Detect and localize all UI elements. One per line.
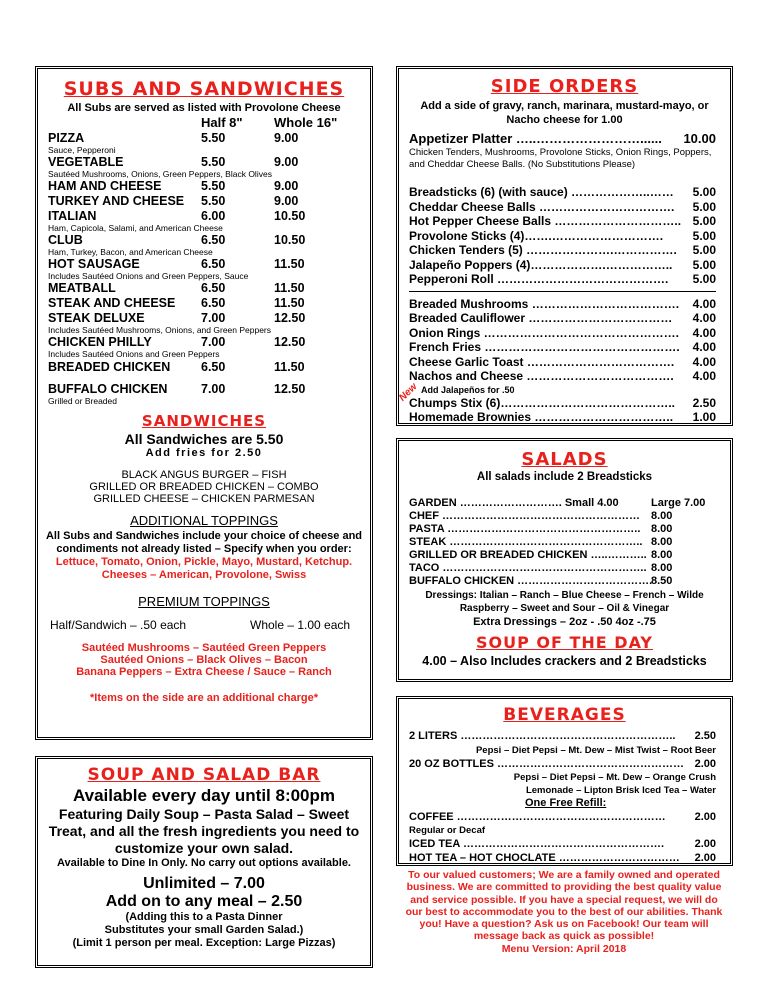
side-item-name: Nachos and Cheese ………………………………. bbox=[409, 369, 674, 383]
sub-item bbox=[38, 360, 370, 375]
platter-desc: Chicken Tenders, Mushrooms, Provolone Sticks, Onion Rings, Poppers, and Cheddar Cheese Balls. (No Substitutions Please) bbox=[409, 147, 712, 170]
new-badge: New bbox=[397, 381, 420, 404]
garden-large: Large 7.00 bbox=[651, 497, 706, 509]
side-item bbox=[409, 229, 716, 244]
side-item bbox=[409, 258, 716, 273]
sub-item bbox=[38, 155, 370, 170]
hottea-price: 2.00 bbox=[694, 852, 716, 864]
sub-item-desc: Ham, Turkey, Bacon, and American Cheese bbox=[48, 247, 213, 257]
side-item bbox=[409, 326, 716, 341]
salad-item-price: 8.00 bbox=[651, 510, 673, 522]
sides-section bbox=[396, 66, 733, 426]
coffee-name: COFFEE ………………………………………………… bbox=[409, 811, 666, 823]
sub-item-half-price: 7.00 bbox=[201, 335, 226, 349]
sub-item-whole-price: 9.00 bbox=[274, 131, 299, 145]
salad-item-price: 8.00 bbox=[651, 562, 673, 574]
sub-item-name: TURKEY AND CHEESE bbox=[48, 194, 185, 208]
side-item-price: 4.00 bbox=[692, 340, 716, 354]
platter-row bbox=[409, 130, 716, 147]
sandwiches-price: All Sandwiches are 5.50 bbox=[124, 431, 284, 447]
hottea-row bbox=[409, 851, 716, 866]
sub-item bbox=[38, 233, 370, 248]
sub-item-half-price: 6.50 bbox=[201, 257, 226, 271]
footer-note bbox=[404, 869, 724, 955]
brownies-name: Homemade Brownies …………………………….. bbox=[409, 410, 674, 424]
icedtea-name: ICED TEA ………………………………………………. bbox=[409, 837, 665, 850]
sub-item bbox=[38, 335, 370, 350]
side-item-price: 5.00 bbox=[692, 243, 716, 257]
soupbar-section bbox=[35, 756, 373, 968]
beverages-title: BEVERAGES bbox=[503, 705, 626, 725]
footer-text: To our valued customers; We are a family owned and operated business. We are committed to providing the best quality value and service possible. If you have a special request, we will do our best to accommodate you to the best of our abilities. Thank you! Have a question? Ask us on Facebook! Our team will message back as quick as possible! bbox=[405, 869, 723, 943]
sandwiches-fries: Add fries for 2.50 bbox=[145, 447, 263, 459]
sub-item-whole-price: 11.50 bbox=[274, 360, 305, 374]
salad-item bbox=[409, 510, 716, 523]
bottles-desc1: Pepsi – Diet Pepsi – Mt. Dew – Orange Crush bbox=[513, 772, 716, 783]
sub-item-name: BUFFALO CHICKEN bbox=[48, 382, 168, 396]
side-item-name: Hot Pepper Cheese Balls ………………………….. bbox=[409, 214, 682, 228]
premium-line3: Banana Peppers – Extra Cheese / Sauce – Ranch bbox=[76, 666, 332, 678]
sub-item-desc: Includes Sautéed Mushrooms, Onions, and Green Peppers bbox=[48, 325, 272, 335]
side-item-price: 4.00 bbox=[692, 296, 716, 311]
jalapeno-note: Add Jalapeños for .50 bbox=[421, 384, 515, 395]
footer-version: Menu Version: April 2018 bbox=[501, 942, 627, 955]
dressings1: Dressings: Italian – Ranch – Blue Cheese – French – Wilde bbox=[425, 590, 704, 601]
col-whole: Whole 16" bbox=[274, 115, 338, 130]
side-item-price: 4.00 bbox=[692, 369, 716, 383]
toppings-text2: Lettuce, Tomato, Onion, Pickle, Mayo, Mustard, Ketchup. Cheeses – American, Provolone, Swiss bbox=[55, 556, 353, 581]
subs-list bbox=[38, 131, 370, 406]
sub-item-half-price: 6.50 bbox=[201, 360, 226, 374]
toppings-text bbox=[44, 530, 364, 582]
sub-item bbox=[38, 257, 370, 272]
sub-item-name: CHICKEN PHILLY bbox=[48, 335, 152, 349]
subs-section bbox=[35, 66, 373, 740]
extra-dressings: Extra Dressings – 2oz - .50 4oz -.75 bbox=[473, 616, 656, 628]
side-item-price: 4.00 bbox=[692, 311, 716, 325]
sides-group1 bbox=[399, 185, 730, 287]
salad-item-name: PASTA …………………………………………….. bbox=[409, 523, 641, 535]
salad-item-price: 8.00 bbox=[651, 549, 673, 561]
bottles-price: 2.00 bbox=[694, 757, 716, 770]
sub-item bbox=[38, 209, 370, 224]
salads-subtitle: All salads include 2 Breadsticks bbox=[476, 471, 653, 483]
sub-item bbox=[38, 131, 370, 146]
sub-item-desc: Grilled or Breaded bbox=[48, 396, 117, 406]
toppings-title: ADDITIONAL TOPPINGS bbox=[130, 513, 278, 528]
sub-item-half-price: 6.50 bbox=[201, 233, 226, 247]
sub-item bbox=[38, 311, 370, 326]
sandwiches-title: SANDWICHES bbox=[141, 412, 267, 430]
sub-item-desc: Includes Sautéed Onions and Green Peppers bbox=[48, 349, 220, 359]
soupbar-note2: (Limit 1 person per meal. Exception: Large Pizzas) bbox=[72, 937, 336, 949]
col-half: Half 8" bbox=[201, 115, 243, 130]
sub-item-name: HAM AND CHEESE bbox=[48, 179, 162, 193]
sub-item-whole-price: 11.50 bbox=[274, 296, 305, 310]
subs-title: SUBS AND SANDWICHES bbox=[63, 78, 345, 100]
sub-item-name: PIZZA bbox=[48, 131, 85, 145]
sub-item-whole-price: 10.50 bbox=[274, 209, 306, 223]
side-item-name: Onion Rings …………………………………………. bbox=[409, 325, 679, 340]
sub-item bbox=[38, 296, 370, 311]
liters-desc: Pepsi – Diet Pepsi – Mt. Dew – Mist Twist – Root Beer bbox=[475, 744, 716, 756]
sandwiches-line1: BLACK ANGUS BURGER – FISH bbox=[121, 469, 287, 481]
sides-title: SIDE ORDERS bbox=[490, 76, 639, 97]
icedtea-row bbox=[409, 837, 716, 852]
brownies-row bbox=[409, 410, 716, 425]
salad-item bbox=[409, 523, 716, 536]
sub-item-desc: Ham, Capicola, Salami, and American Cheese bbox=[48, 223, 223, 233]
salad-item-name: BUFFALO CHICKEN ………………………………. bbox=[409, 575, 653, 587]
soupbar-line1: Available every day until 8:00pm bbox=[72, 786, 336, 805]
sub-item-half-price: 6.50 bbox=[201, 296, 226, 310]
soup-text: 4.00 – Also Includes crackers and 2 Breadsticks bbox=[422, 654, 707, 668]
brownies-price: 1.00 bbox=[692, 410, 716, 424]
side-item bbox=[409, 355, 716, 370]
sandwiches-line3: GRILLED CHEESE – CHICKEN PARMESAN bbox=[93, 493, 315, 505]
soupbar-unlimited: Unlimited – 7.00 bbox=[143, 875, 265, 892]
subs-header bbox=[38, 114, 370, 131]
side-item-name: Chicken Tenders (5) ………………….……………. bbox=[409, 243, 677, 257]
sub-item-whole-price: 9.00 bbox=[274, 179, 299, 193]
soupbar-addon: Add on to any meal – 2.50 bbox=[105, 893, 303, 910]
garden-name: GARDEN ………………………. Small 4.00 bbox=[409, 497, 619, 509]
side-item-price: 5.00 bbox=[692, 185, 716, 199]
salad-item bbox=[409, 575, 716, 588]
side-item-name: Provolone Sticks (4)…….………………………. bbox=[409, 228, 664, 243]
coffee-row bbox=[409, 810, 716, 825]
sub-item-whole-price: 11.50 bbox=[274, 281, 305, 295]
side-item bbox=[409, 272, 716, 287]
platter-price: 10.00 bbox=[683, 131, 716, 146]
sub-item-whole-price: 12.50 bbox=[274, 311, 306, 325]
side-item-price: 5.00 bbox=[692, 257, 716, 272]
soupbar-line2: Featuring Daily Soup – Pasta Salad – Sweet Treat, and all the fresh ingredients you need to customize your own salad. bbox=[48, 806, 360, 856]
sub-item-name: VEGETABLE bbox=[48, 155, 124, 169]
side-item-name: Cheddar Cheese Balls ……………………………. bbox=[409, 199, 675, 214]
sub-item-half-price: 7.00 bbox=[201, 382, 226, 396]
sub-item-half-price: 7.00 bbox=[201, 311, 226, 325]
premium-line1: Sautéed Mushrooms – Sautéed Green Peppers bbox=[81, 642, 327, 654]
bottles-row bbox=[409, 757, 716, 772]
chumps-row bbox=[409, 396, 716, 411]
salads-title: SALADS bbox=[521, 449, 608, 470]
salad-item bbox=[409, 549, 716, 562]
coffee-desc: Regular or Decaf bbox=[409, 824, 486, 836]
salad-item-price: 8.50 bbox=[651, 575, 673, 587]
side-item bbox=[409, 369, 716, 384]
sub-item-desc: Sauce, Pepperoni bbox=[48, 145, 116, 155]
premium-whole: Whole – 1.00 each bbox=[250, 618, 351, 632]
side-item-price: 5.00 bbox=[692, 272, 716, 286]
chumps-price: 2.50 bbox=[692, 395, 716, 410]
subs-subtitle: All Subs are served as listed with Provolone Cheese bbox=[67, 102, 341, 114]
sub-item bbox=[38, 179, 370, 194]
side-item bbox=[409, 214, 716, 229]
sub-item-name: STEAK AND CHEESE bbox=[48, 296, 176, 310]
sides-group2 bbox=[399, 297, 730, 384]
premium-half: Half/Sandwich – .50 each bbox=[50, 618, 187, 632]
side-item-price: 4.00 bbox=[692, 325, 716, 340]
soupbar-note1: (Adding this to a Pasta Dinner Substitutes your small Garden Salad.) bbox=[104, 911, 304, 936]
soupbar-line3: Available to Dine In Only. No carry out options available. bbox=[56, 857, 351, 869]
liters-price: 2.50 bbox=[694, 730, 716, 742]
salad-item-name: STEAK …………………………………………….. bbox=[409, 536, 643, 548]
beverages-section bbox=[396, 696, 733, 866]
platter-name: Appetizer Platter …..……………………...... bbox=[409, 131, 662, 146]
side-item bbox=[409, 297, 716, 312]
sides-divider bbox=[409, 291, 716, 292]
salad-item-price: 8.00 bbox=[651, 536, 673, 548]
side-item-name: Breadsticks (6) (with sauce) ………………..…… bbox=[409, 185, 674, 199]
side-item bbox=[409, 185, 716, 200]
sub-item-name: STEAK DELUXE bbox=[48, 311, 145, 325]
side-item-price: 5.00 bbox=[692, 228, 716, 243]
sub-item-half-price: 5.50 bbox=[201, 131, 226, 145]
garden-row bbox=[409, 496, 730, 510]
side-item-name: French Fries …………………………………………. bbox=[409, 340, 680, 354]
side-item-name: Cheese Garlic Toast ………………………………. bbox=[409, 354, 675, 369]
sub-item-whole-price: 10.50 bbox=[274, 233, 306, 247]
premium-line2: Sautéed Onions – Black Olives – Bacon bbox=[100, 654, 308, 666]
premium-title: PREMIUM TOPPINGS bbox=[138, 594, 270, 609]
dressings2: Raspberry – Sweet and Sour – Oil & Vinegar bbox=[459, 603, 670, 614]
salad-item-name: GRILLED OR BREADED CHICKEN …..……….. bbox=[409, 549, 647, 561]
salads-section bbox=[396, 438, 733, 682]
side-item-name: Breaded Mushrooms ………………………………. bbox=[409, 296, 680, 311]
sub-item bbox=[38, 194, 370, 209]
liters-row bbox=[409, 729, 716, 744]
sub-item-whole-price: 12.50 bbox=[274, 382, 306, 396]
side-item-price: 5.00 bbox=[692, 199, 716, 214]
sub-item-name: HOT SAUSAGE bbox=[48, 257, 140, 271]
side-item-name: Breaded Cauliflower ……………………………… bbox=[409, 311, 673, 325]
sandwiches-line2: GRILLED OR BREADED CHICKEN – COMBO bbox=[89, 481, 319, 493]
side-item-price: 5.00 bbox=[692, 214, 716, 228]
side-item-price: 4.00 bbox=[692, 354, 716, 369]
salads-list bbox=[399, 510, 730, 588]
sub-item-whole-price: 12.50 bbox=[274, 335, 306, 349]
side-item bbox=[409, 200, 716, 215]
sides-subtitle: Add a side of gravy, ranch, marinara, mustard-mayo, or Nacho cheese for 1.00 bbox=[420, 100, 709, 126]
sub-item-desc: Includes Sautéed Onions and Green Peppers, Sauce bbox=[48, 271, 249, 281]
sub-item-whole-price: 9.00 bbox=[274, 155, 299, 169]
side-item bbox=[409, 311, 716, 326]
bottles-name: 20 OZ BOTTLES …………………………………………… bbox=[409, 757, 685, 770]
salad-item bbox=[409, 536, 716, 549]
side-item bbox=[409, 243, 716, 258]
toppings-text1: All Subs and Sandwiches include your choice of cheese and condiments not already listed – Specify when you order: bbox=[45, 530, 363, 555]
salad-item-name: TACO ……………………………………………….. bbox=[409, 562, 647, 574]
sub-item-half-price: 5.50 bbox=[201, 194, 226, 208]
sub-item-name: MEATBALL bbox=[48, 281, 116, 295]
premium-note: *Items on the side are an additional charge* bbox=[89, 692, 318, 704]
sub-item-name: CLUB bbox=[48, 233, 83, 247]
sub-item-whole-price: 9.00 bbox=[274, 194, 299, 208]
sub-item-name: ITALIAN bbox=[48, 209, 97, 223]
hottea-name: HOT TEA – HOT CHOCLATE …………………………… bbox=[409, 852, 680, 864]
salad-item bbox=[409, 562, 716, 575]
sub-item bbox=[38, 281, 370, 296]
sub-item-half-price: 6.00 bbox=[201, 209, 226, 223]
side-item bbox=[409, 340, 716, 355]
sub-item-half-price: 5.50 bbox=[201, 179, 226, 193]
salad-item-name: CHEF ……………………………………………… bbox=[409, 510, 640, 522]
bottles-desc2: Lemonade – Lipton Brisk Iced Tea – Water bbox=[525, 785, 716, 796]
icedtea-price: 2.00 bbox=[694, 837, 716, 850]
sub-item-name: BREADED CHICKEN bbox=[48, 360, 171, 374]
sub-item-half-price: 5.50 bbox=[201, 155, 226, 169]
liters-name: 2 LITERS ………………………………………………….. bbox=[409, 730, 676, 742]
side-item-name: Pepperoni Roll ……………………………………. bbox=[409, 272, 669, 286]
chumps-name: Chumps Stix (6)…………………………………….. bbox=[409, 395, 676, 410]
refill-note: One Free Refill: bbox=[525, 797, 607, 809]
side-item-name: Jalapeño Poppers (4)……………….…………….. bbox=[409, 257, 673, 272]
premium-prices bbox=[38, 618, 370, 634]
soup-title: SOUP OF THE DAY bbox=[475, 633, 654, 652]
sub-item-desc: Sautéed Mushrooms, Onions, Green Peppers, Black Olives bbox=[48, 169, 272, 179]
sub-item-whole-price: 11.50 bbox=[274, 257, 305, 271]
sub-item bbox=[38, 382, 370, 397]
sub-item-half-price: 6.50 bbox=[201, 281, 226, 295]
salad-item-price: 8.00 bbox=[651, 523, 673, 535]
coffee-price: 2.00 bbox=[694, 811, 716, 823]
soupbar-title: SOUP AND SALAD BAR bbox=[87, 765, 321, 785]
